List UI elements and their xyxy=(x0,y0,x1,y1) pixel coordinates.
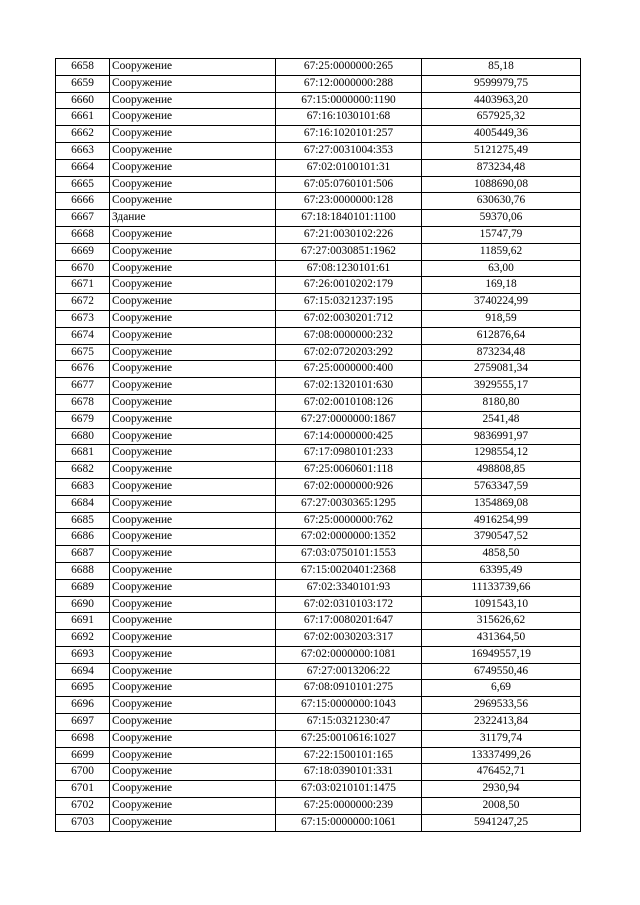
table-row xyxy=(56,445,581,462)
row-number-cell: 6681 xyxy=(56,445,110,462)
object-type-cell: Здание xyxy=(110,210,276,227)
object-type-cell: Сооружение xyxy=(110,75,276,92)
cadastral-number-cell: 67:08:0910101:275 xyxy=(276,680,422,697)
cadastral-value-cell: 9836991,97 xyxy=(422,428,581,445)
cadastral-value-cell: 5941247,25 xyxy=(422,814,581,831)
table-row xyxy=(56,294,581,311)
table-row xyxy=(56,478,581,495)
object-type-cell: Сооружение xyxy=(110,680,276,697)
cadastral-value-cell: 657925,32 xyxy=(422,109,581,126)
object-type-cell: Сооружение xyxy=(110,310,276,327)
cadastral-value-cell: 169,18 xyxy=(422,277,581,294)
cadastral-number-cell: 67:02:0000000:1081 xyxy=(276,646,422,663)
table-row xyxy=(56,529,581,546)
cadastral-value-cell: 6749550,46 xyxy=(422,663,581,680)
cadastral-value-cell: 16949557,19 xyxy=(422,646,581,663)
table-row xyxy=(56,697,581,714)
cadastral-number-cell: 67:18:1840101:1100 xyxy=(276,210,422,227)
table-row xyxy=(56,176,581,193)
cadastral-number-cell: 67:05:0760101:506 xyxy=(276,176,422,193)
table-row xyxy=(56,394,581,411)
cadastral-number-cell: 67:02:0720203:292 xyxy=(276,344,422,361)
row-number-cell: 6678 xyxy=(56,394,110,411)
cadastral-value-cell: 4403963,20 xyxy=(422,92,581,109)
object-type-cell: Сооружение xyxy=(110,277,276,294)
row-number-cell: 6677 xyxy=(56,378,110,395)
table-row xyxy=(56,680,581,697)
object-type-cell: Сооружение xyxy=(110,411,276,428)
object-type-cell: Сооружение xyxy=(110,562,276,579)
cadastral-number-cell: 67:15:0000000:1190 xyxy=(276,92,422,109)
cadastral-value-cell: 5121275,49 xyxy=(422,142,581,159)
cadastral-number-cell: 67:25:0000000:400 xyxy=(276,361,422,378)
document-page xyxy=(55,58,578,832)
row-number-cell: 6680 xyxy=(56,428,110,445)
cadastral-value-cell: 63395,49 xyxy=(422,562,581,579)
row-number-cell: 6697 xyxy=(56,714,110,731)
object-type-cell: Сооружение xyxy=(110,92,276,109)
table-row xyxy=(56,646,581,663)
row-number-cell: 6692 xyxy=(56,630,110,647)
cadastral-number-cell: 67:23:0000000:128 xyxy=(276,193,422,210)
cadastral-value-cell: 3790547,52 xyxy=(422,529,581,546)
row-number-cell: 6701 xyxy=(56,781,110,798)
cadastral-value-cell: 8180,80 xyxy=(422,394,581,411)
table-row xyxy=(56,59,581,76)
row-number-cell: 6673 xyxy=(56,310,110,327)
cadastral-value-cell: 918,59 xyxy=(422,310,581,327)
cadastral-value-cell: 9599979,75 xyxy=(422,75,581,92)
cadastral-number-cell: 67:15:0000000:1043 xyxy=(276,697,422,714)
table-row xyxy=(56,546,581,563)
cadastral-number-cell: 67:16:1030101:68 xyxy=(276,109,422,126)
cadastral-number-cell: 67:27:0013206:22 xyxy=(276,663,422,680)
table-row xyxy=(56,344,581,361)
table-row xyxy=(56,814,581,831)
row-number-cell: 6667 xyxy=(56,210,110,227)
table-body xyxy=(56,59,581,832)
row-number-cell: 6672 xyxy=(56,294,110,311)
table-row xyxy=(56,512,581,529)
cadastral-value-cell: 11859,62 xyxy=(422,243,581,260)
object-type-cell: Сооружение xyxy=(110,294,276,311)
object-type-cell: Сооружение xyxy=(110,226,276,243)
row-number-cell: 6688 xyxy=(56,562,110,579)
cadastral-value-cell: 431364,50 xyxy=(422,630,581,647)
cadastral-number-cell: 67:15:0000000:1061 xyxy=(276,814,422,831)
object-type-cell: Сооружение xyxy=(110,378,276,395)
row-number-cell: 6699 xyxy=(56,747,110,764)
table-row xyxy=(56,730,581,747)
table-row xyxy=(56,92,581,109)
row-number-cell: 6670 xyxy=(56,260,110,277)
table-row xyxy=(56,260,581,277)
row-number-cell: 6679 xyxy=(56,411,110,428)
row-number-cell: 6685 xyxy=(56,512,110,529)
cadastral-value-cell: 873234,48 xyxy=(422,159,581,176)
row-number-cell: 6703 xyxy=(56,814,110,831)
cadastral-number-cell: 67:27:0030365:1295 xyxy=(276,495,422,512)
cadastral-number-cell: 67:27:0031004:353 xyxy=(276,142,422,159)
object-type-cell: Сооружение xyxy=(110,764,276,781)
table-row xyxy=(56,159,581,176)
object-type-cell: Сооружение xyxy=(110,512,276,529)
cadastral-value-cell: 476452,71 xyxy=(422,764,581,781)
cadastral-value-cell: 11133739,66 xyxy=(422,579,581,596)
row-number-cell: 6671 xyxy=(56,277,110,294)
table-row xyxy=(56,327,581,344)
object-type-cell: Сооружение xyxy=(110,730,276,747)
object-type-cell: Сооружение xyxy=(110,126,276,143)
row-number-cell: 6690 xyxy=(56,596,110,613)
cadastral-number-cell: 67:18:0390101:331 xyxy=(276,764,422,781)
object-type-cell: Сооружение xyxy=(110,176,276,193)
table-row xyxy=(56,495,581,512)
row-number-cell: 6689 xyxy=(56,579,110,596)
cadastral-number-cell: 67:15:0321237:195 xyxy=(276,294,422,311)
object-type-cell: Сооружение xyxy=(110,747,276,764)
object-type-cell: Сооружение xyxy=(110,613,276,630)
object-type-cell: Сооружение xyxy=(110,361,276,378)
cadastral-number-cell: 67:25:0010616:1027 xyxy=(276,730,422,747)
cadastral-value-cell: 59370,06 xyxy=(422,210,581,227)
row-number-cell: 6700 xyxy=(56,764,110,781)
object-type-cell: Сооружение xyxy=(110,697,276,714)
cadastral-number-cell: 67:26:0010202:179 xyxy=(276,277,422,294)
object-type-cell: Сооружение xyxy=(110,663,276,680)
object-type-cell: Сооружение xyxy=(110,781,276,798)
object-type-cell: Сооружение xyxy=(110,445,276,462)
cadastral-value-cell: 2969533,56 xyxy=(422,697,581,714)
object-type-cell: Сооружение xyxy=(110,596,276,613)
object-type-cell: Сооружение xyxy=(110,59,276,76)
row-number-cell: 6674 xyxy=(56,327,110,344)
cadastral-value-cell: 315626,62 xyxy=(422,613,581,630)
object-type-cell: Сооружение xyxy=(110,394,276,411)
cadastral-value-cell: 630630,76 xyxy=(422,193,581,210)
cadastral-value-cell: 2541,48 xyxy=(422,411,581,428)
cadastral-number-cell: 67:02:0100101:31 xyxy=(276,159,422,176)
row-number-cell: 6683 xyxy=(56,478,110,495)
row-number-cell: 6658 xyxy=(56,59,110,76)
cadastral-value-cell: 31179,74 xyxy=(422,730,581,747)
row-number-cell: 6702 xyxy=(56,798,110,815)
cadastral-value-cell: 1088690,08 xyxy=(422,176,581,193)
table-row xyxy=(56,142,581,159)
cadastral-number-cell: 67:08:1230101:61 xyxy=(276,260,422,277)
cadastral-value-cell: 4916254,99 xyxy=(422,512,581,529)
row-number-cell: 6693 xyxy=(56,646,110,663)
table-row xyxy=(56,663,581,680)
row-number-cell: 6695 xyxy=(56,680,110,697)
cadastral-number-cell: 67:16:1020101:257 xyxy=(276,126,422,143)
cadastral-number-cell: 67:02:0000000:926 xyxy=(276,478,422,495)
cadastral-number-cell: 67:22:1500101:165 xyxy=(276,747,422,764)
object-type-cell: Сооружение xyxy=(110,646,276,663)
object-type-cell: Сооружение xyxy=(110,529,276,546)
cadastral-value-cell: 2008,50 xyxy=(422,798,581,815)
table-row xyxy=(56,579,581,596)
row-number-cell: 6687 xyxy=(56,546,110,563)
cadastral-number-cell: 67:12:0000000:288 xyxy=(276,75,422,92)
object-type-cell: Сооружение xyxy=(110,327,276,344)
object-type-cell: Сооружение xyxy=(110,478,276,495)
table-row xyxy=(56,462,581,479)
row-number-cell: 6684 xyxy=(56,495,110,512)
row-number-cell: 6665 xyxy=(56,176,110,193)
object-type-cell: Сооружение xyxy=(110,109,276,126)
cadastral-value-cell: 6,69 xyxy=(422,680,581,697)
table-row xyxy=(56,428,581,445)
cadastral-number-cell: 67:08:0000000:232 xyxy=(276,327,422,344)
cadastral-number-cell: 67:03:0750101:1553 xyxy=(276,546,422,563)
cadastral-number-cell: 67:25:0060601:118 xyxy=(276,462,422,479)
cadastral-number-cell: 67:02:0010108:126 xyxy=(276,394,422,411)
cadastral-value-cell: 1354869,08 xyxy=(422,495,581,512)
object-type-cell: Сооружение xyxy=(110,159,276,176)
cadastral-value-cell: 15747,79 xyxy=(422,226,581,243)
table-row xyxy=(56,613,581,630)
table-row xyxy=(56,310,581,327)
table-row xyxy=(56,243,581,260)
object-type-cell: Сооружение xyxy=(110,344,276,361)
object-type-cell: Сооружение xyxy=(110,142,276,159)
object-type-cell: Сооружение xyxy=(110,546,276,563)
table-row xyxy=(56,764,581,781)
cadastral-number-cell: 67:27:0000000:1867 xyxy=(276,411,422,428)
cadastral-value-cell: 873234,48 xyxy=(422,344,581,361)
table-row xyxy=(56,562,581,579)
cadastral-number-cell: 67:02:0030203:317 xyxy=(276,630,422,647)
cadastral-value-cell: 3740224,99 xyxy=(422,294,581,311)
row-number-cell: 6675 xyxy=(56,344,110,361)
table-row xyxy=(56,193,581,210)
table-row xyxy=(56,226,581,243)
cadastral-number-cell: 67:17:0980101:233 xyxy=(276,445,422,462)
table-row xyxy=(56,378,581,395)
row-number-cell: 6662 xyxy=(56,126,110,143)
cadastral-number-cell: 67:25:0000000:239 xyxy=(276,798,422,815)
cadastral-value-cell: 4005449,36 xyxy=(422,126,581,143)
table-row xyxy=(56,781,581,798)
cadastral-number-cell: 67:21:0030102:226 xyxy=(276,226,422,243)
cadastral-number-cell: 67:03:0210101:1475 xyxy=(276,781,422,798)
cadastral-number-cell: 67:02:3340101:93 xyxy=(276,579,422,596)
cadastral-number-cell: 67:15:0020401:2368 xyxy=(276,562,422,579)
table-row xyxy=(56,411,581,428)
cadastral-value-cell: 2322413,84 xyxy=(422,714,581,731)
row-number-cell: 6698 xyxy=(56,730,110,747)
cadastral-value-cell: 1298554,12 xyxy=(422,445,581,462)
cadastral-number-cell: 67:25:0000000:762 xyxy=(276,512,422,529)
row-number-cell: 6691 xyxy=(56,613,110,630)
table-row xyxy=(56,109,581,126)
object-type-cell: Сооружение xyxy=(110,714,276,731)
cadastral-value-cell: 612876,64 xyxy=(422,327,581,344)
row-number-cell: 6661 xyxy=(56,109,110,126)
cadastral-value-cell: 2930,94 xyxy=(422,781,581,798)
cadastral-value-cell: 2759081,34 xyxy=(422,361,581,378)
row-number-cell: 6669 xyxy=(56,243,110,260)
row-number-cell: 6694 xyxy=(56,663,110,680)
object-type-cell: Сооружение xyxy=(110,428,276,445)
table-row xyxy=(56,596,581,613)
table-row xyxy=(56,126,581,143)
cadastral-value-cell: 1091543,10 xyxy=(422,596,581,613)
row-number-cell: 6660 xyxy=(56,92,110,109)
table-row xyxy=(56,630,581,647)
cadastral-value-cell: 85,18 xyxy=(422,59,581,76)
row-number-cell: 6696 xyxy=(56,697,110,714)
row-number-cell: 6676 xyxy=(56,361,110,378)
table-row xyxy=(56,798,581,815)
cadastral-value-cell: 498808,85 xyxy=(422,462,581,479)
cadastral-number-cell: 67:14:0000000:425 xyxy=(276,428,422,445)
cadastral-number-cell: 67:25:0000000:265 xyxy=(276,59,422,76)
cadastral-value-cell: 13337499,26 xyxy=(422,747,581,764)
cadastral-number-cell: 67:15:0321230:47 xyxy=(276,714,422,731)
object-type-cell: Сооружение xyxy=(110,260,276,277)
cadastral-number-cell: 67:27:0030851:1962 xyxy=(276,243,422,260)
table-row xyxy=(56,75,581,92)
cadastral-number-cell: 67:02:0000000:1352 xyxy=(276,529,422,546)
cadastral-value-cell: 3929555,17 xyxy=(422,378,581,395)
cadastral-value-cell: 4858,50 xyxy=(422,546,581,563)
row-number-cell: 6666 xyxy=(56,193,110,210)
property-table xyxy=(55,58,581,832)
row-number-cell: 6682 xyxy=(56,462,110,479)
row-number-cell: 6668 xyxy=(56,226,110,243)
table-row xyxy=(56,361,581,378)
object-type-cell: Сооружение xyxy=(110,798,276,815)
table-row xyxy=(56,714,581,731)
cadastral-number-cell: 67:02:1320101:630 xyxy=(276,378,422,395)
object-type-cell: Сооружение xyxy=(110,243,276,260)
object-type-cell: Сооружение xyxy=(110,462,276,479)
row-number-cell: 6659 xyxy=(56,75,110,92)
object-type-cell: Сооружение xyxy=(110,579,276,596)
object-type-cell: Сооружение xyxy=(110,630,276,647)
object-type-cell: Сооружение xyxy=(110,814,276,831)
row-number-cell: 6686 xyxy=(56,529,110,546)
cadastral-number-cell: 67:02:0030201:712 xyxy=(276,310,422,327)
cadastral-number-cell: 67:17:0080201:647 xyxy=(276,613,422,630)
object-type-cell: Сооружение xyxy=(110,495,276,512)
table-row xyxy=(56,210,581,227)
cadastral-value-cell: 5763347,59 xyxy=(422,478,581,495)
table-row xyxy=(56,747,581,764)
table-row xyxy=(56,277,581,294)
row-number-cell: 6663 xyxy=(56,142,110,159)
object-type-cell: Сооружение xyxy=(110,193,276,210)
cadastral-value-cell: 63,00 xyxy=(422,260,581,277)
cadastral-number-cell: 67:02:0310103:172 xyxy=(276,596,422,613)
row-number-cell: 6664 xyxy=(56,159,110,176)
